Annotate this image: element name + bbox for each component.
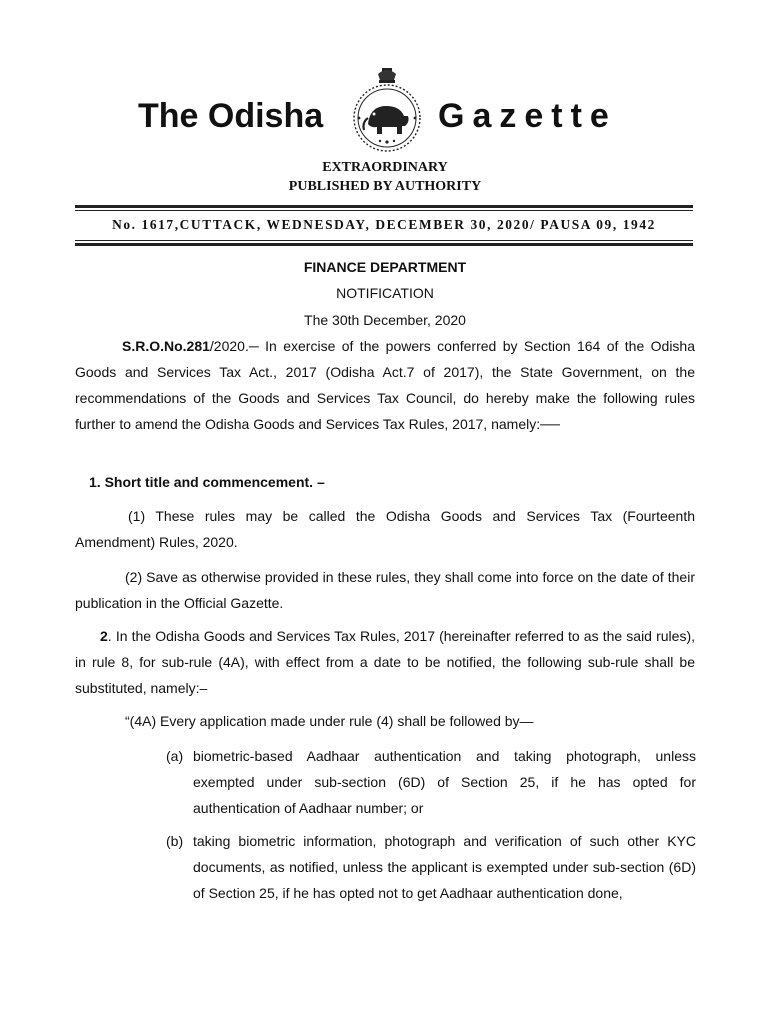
state-emblem-icon: [342, 66, 432, 154]
clause-a-label: (a): [166, 748, 184, 764]
top-rule-thin: [75, 210, 693, 211]
bottom-rule: [75, 243, 693, 246]
clause-b-text: taking biometric information, photograph and verification of such other KYC documents, as notified, unless the applicant is exempted under sub-section (6D) of Section 25, if he has opted not to get Aadhaar authentication done,: [193, 833, 696, 901]
intro-text: /2020.─ In exercise of the powers conferred by Section 164 of the Odisha Goods and Services Tax Act., 2017 (Odisha Act.7 of 2017), the State Government, on the recommendations of the Goods and Services Tax Council, do hereby make the following rules further to amend the Odisha Goods and Services Tax Rules, 2017, namely:──: [75, 338, 695, 432]
bottom-rule-thin: [75, 240, 693, 241]
intro-paragraph: [75, 333, 695, 437]
notification-heading: NOTIFICATION: [336, 285, 434, 301]
clause-b: [166, 828, 696, 906]
section-1-paragraph-1-text: (1) These rules may be called the Odisha Goods and Services Tax (Fourteenth Amendment) Rules, 2020.: [75, 508, 695, 550]
gazette-title-right: Gazette: [438, 97, 617, 135]
section-1-heading: 1. Short title and commencement. –: [89, 474, 325, 490]
published-by-authority-label: PUBLISHED BY AUTHORITY: [288, 179, 482, 194]
subrule-4a-intro: “(4A) Every application made under rule (4) shall be followed by—: [125, 713, 534, 729]
top-rule: [75, 205, 693, 208]
gazette-title-left: The Odisha: [138, 97, 324, 135]
section-1-paragraph-1: [75, 503, 695, 555]
section-1-paragraph-2-text: (2) Save as otherwise provided in these rules, they shall come into force on the date of their publication in the Official Gazette.: [75, 569, 695, 611]
section-1-paragraph-2: [75, 564, 695, 616]
sro-number: S.R.O.No.281: [122, 338, 210, 354]
department-heading: FINANCE DEPARTMENT: [303, 259, 467, 275]
notification-date: The 30th December, 2020: [304, 312, 466, 328]
section-2-text: . In the Odisha Goods and Services Tax Rules, 2017 (hereinafter referred to as the said rules), in rule 8, for sub-rule (4A), with effect from a date to be notified, the following sub-rule shall be substituted, namely:–: [75, 628, 695, 696]
masthead: [0, 64, 770, 156]
clause-b-label: (b): [166, 833, 184, 849]
issue-line: No. 1617,CUTTACK, WEDNESDAY, DECEMBER 30, 2020/ PAUSA 09, 1942: [112, 217, 656, 232]
section-2-paragraph: [75, 623, 695, 701]
extraordinary-label: EXTRAORDINARY: [322, 160, 448, 175]
clause-a-text: biometric-based Aadhaar authentication and taking photograph, unless exempted under sub-section (6D) of Section 25, if he has opted for authentication of Aadhaar number; or: [193, 748, 696, 816]
clause-a: [166, 743, 696, 821]
section-2-number: 2: [100, 628, 108, 644]
